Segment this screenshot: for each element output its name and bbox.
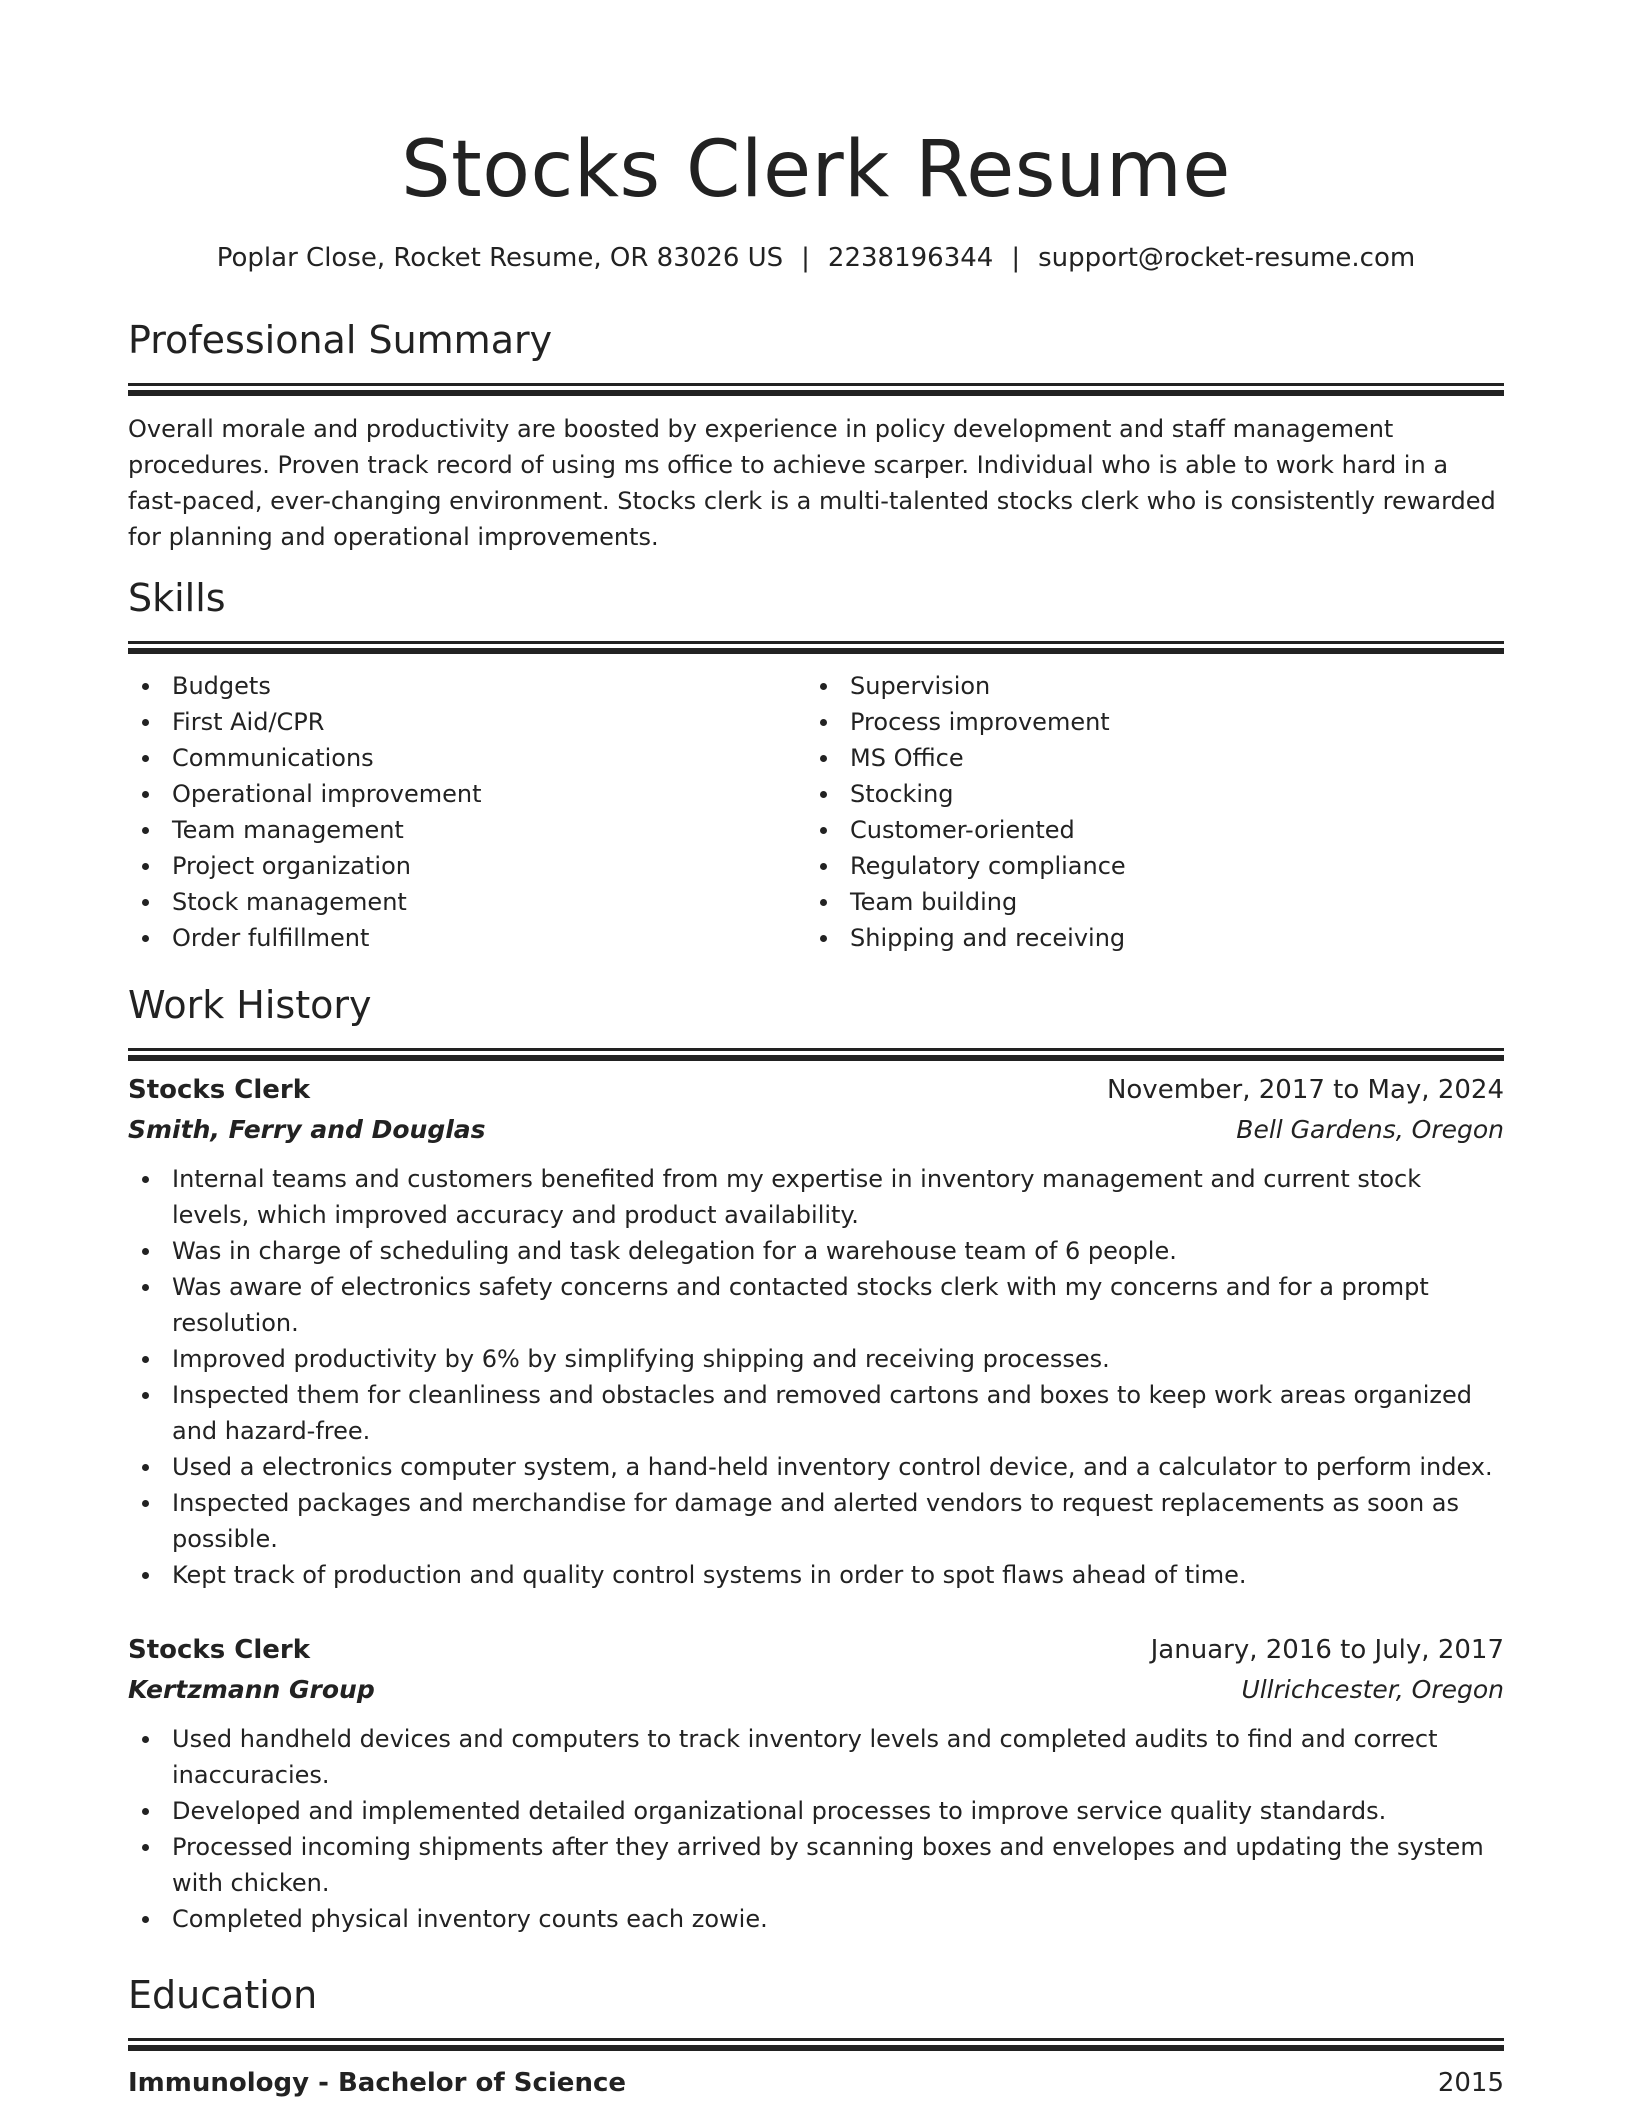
skill-item: MS Office	[806, 740, 1484, 776]
duty-item: Was aware of electronics safety concerns and contacted stocks clerk with my concerns and for a prompt resolution.	[128, 1269, 1504, 1341]
skill-item: Process improvement	[806, 704, 1484, 740]
work-history-heading: Work History	[128, 983, 372, 1027]
summary-text: Overall morale and productivity are boosted by experience in policy development and staff management procedures. Proven track record of using ms office to achieve scarper. Individual who is able to work hard in a fast-paced, ever-changing environment. Stocks clerk is a multi-talented stocks clerk who is consistently rewarded for planning and operational improvements.	[128, 415, 1496, 551]
skill-item: Supervision	[806, 668, 1484, 704]
skill-item: Stock management	[128, 884, 806, 920]
section-divider-thick	[128, 390, 1504, 396]
duty-item: Inspected packages and merchandise for damage and alerted vendors to request replacements as soon as possible.	[128, 1485, 1504, 1557]
summary-section	[128, 315, 1504, 555]
education-heading: Education	[128, 1973, 318, 2017]
job-entry	[128, 1630, 1504, 1937]
resume-page	[128, 0, 1504, 2098]
skill-item: Stocking	[806, 776, 1484, 812]
duty-item: Used a electronics computer system, a hand-held inventory control device, and a calculator to perform index.	[128, 1449, 1504, 1485]
job-subheader	[128, 1110, 1504, 1150]
skill-item: Communications	[128, 740, 806, 776]
job-duties	[128, 1721, 1504, 1937]
skills-right-column	[806, 668, 1484, 956]
job-header	[128, 1630, 1504, 1670]
duty-item: Was in charge of scheduling and task delegation for a warehouse team of 6 people.	[128, 1233, 1504, 1269]
skill-item: Operational improvement	[128, 776, 806, 812]
degree-name: Immunology - Bachelor of Science	[128, 2068, 626, 2098]
skill-item: Shipping and receiving	[806, 920, 1484, 956]
job-header	[128, 1070, 1504, 1110]
section-divider-thick	[128, 1055, 1504, 1061]
section-divider	[128, 383, 1504, 386]
education-section	[128, 1970, 1504, 2103]
skill-item: Customer-oriented	[806, 812, 1484, 848]
skill-item: First Aid/CPR	[128, 704, 806, 740]
duty-item: Internal teams and customers benefited from my expertise in inventory management and current stock levels, which improved accuracy and product availability.	[128, 1161, 1504, 1233]
section-divider-thick	[128, 648, 1504, 654]
job-duties	[128, 1161, 1504, 1593]
job-dates: January, 2016 to July, 2017	[1150, 1635, 1504, 1665]
duty-item: Improved productivity by 6% by simplifying shipping and receiving processes.	[128, 1341, 1504, 1377]
skill-item: Project organization	[128, 848, 806, 884]
job-dates: November, 2017 to May, 2024	[1106, 1075, 1504, 1105]
section-divider	[128, 2038, 1504, 2041]
skill-item: Order fulfillment	[128, 920, 806, 956]
summary-heading: Professional Summary	[128, 318, 553, 362]
job-entry	[128, 1070, 1504, 1593]
duty-item: Kept track of production and quality control systems in order to spot flaws ahead of time.	[128, 1557, 1504, 1593]
skills-section	[128, 573, 1504, 956]
job-location: Bell Gardens, Oregon	[1236, 1115, 1504, 1144]
job-location: Ullrichcester, Oregon	[1241, 1675, 1504, 1704]
section-divider-thick	[128, 2045, 1504, 2051]
contact-line	[128, 240, 1504, 276]
work-history-section	[128, 980, 1504, 1061]
job-title: Stocks Clerk	[128, 1075, 310, 1105]
contact-separator: |	[1011, 243, 1021, 273]
company-name: Smith, Ferry and Douglas	[128, 1115, 486, 1144]
education-entry	[128, 2063, 1504, 2103]
job-title: Stocks Clerk	[128, 1635, 310, 1665]
contact-address: Poplar Close, Rocket Resume, OR 83026 US	[216, 243, 784, 273]
duty-item: Used handheld devices and computers to track inventory levels and completed audits to find and correct inaccuracies.	[128, 1721, 1504, 1793]
contact-separator: |	[801, 243, 810, 273]
skill-item: Regulatory compliance	[806, 848, 1484, 884]
section-divider	[128, 1048, 1504, 1051]
skills-columns	[128, 668, 1504, 956]
job-subheader	[128, 1670, 1504, 1710]
resume-title: Stocks Clerk Resume	[401, 125, 1231, 215]
company-name: Kertzmann Group	[128, 1675, 375, 1704]
contact-email: support@rocket-resume.com	[1038, 243, 1416, 273]
duty-item: Developed and implemented detailed organizational processes to improve service quality standards.	[128, 1793, 1504, 1829]
contact-phone: 2238196344	[827, 243, 994, 273]
skill-item: Team building	[806, 884, 1484, 920]
duty-item: Processed incoming shipments after they arrived by scanning boxes and envelopes and updating the system with chicken.	[128, 1829, 1504, 1901]
graduation-year: 2015	[1437, 2068, 1504, 2098]
duty-item: Inspected them for cleanliness and obstacles and removed cartons and boxes to keep work areas organized and hazard-free.	[128, 1377, 1504, 1449]
duty-item: Completed physical inventory counts each zowie.	[128, 1901, 1504, 1937]
skills-heading: Skills	[128, 576, 226, 620]
skill-item: Budgets	[128, 668, 806, 704]
section-divider	[128, 641, 1504, 644]
skill-item: Team management	[128, 812, 806, 848]
skills-left-column	[128, 668, 806, 956]
